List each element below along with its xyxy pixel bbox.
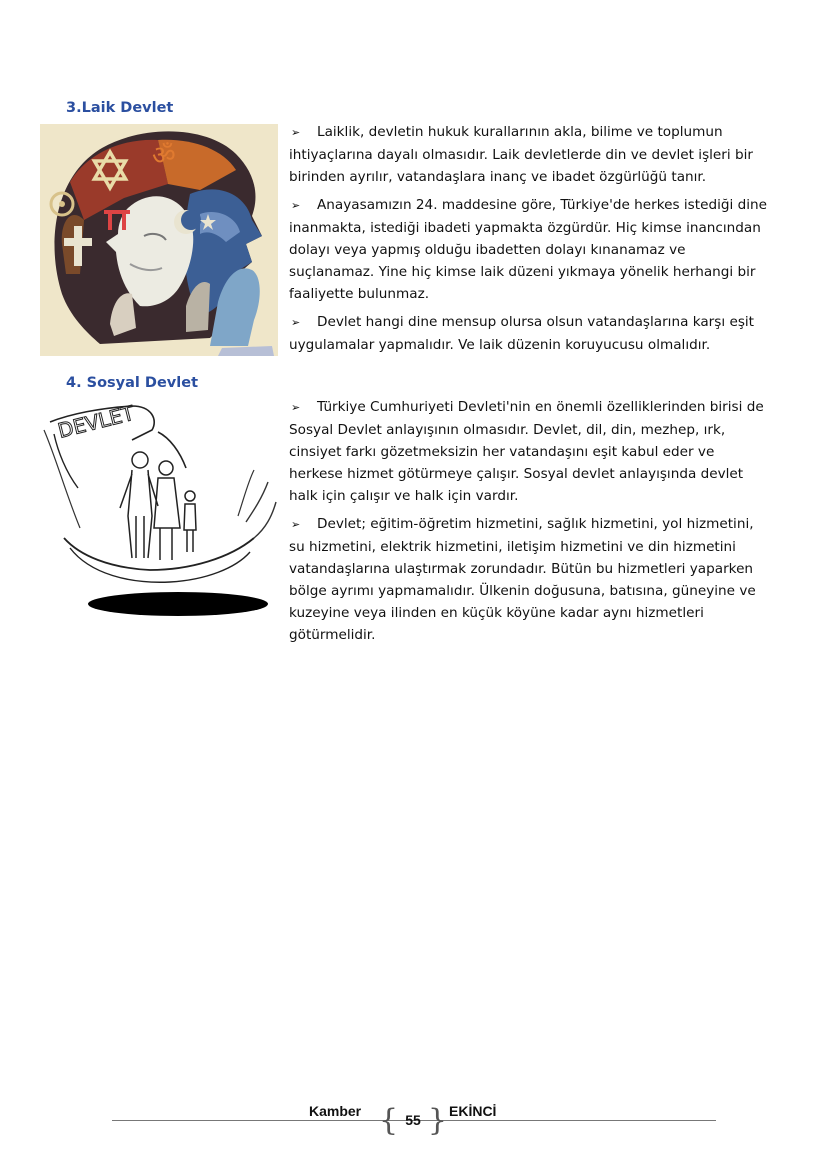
paragraph-text: Devlet; eğitim-öğretim hizmetini, sağlık hizmetini, yol hizmetini, su hizmetini, elektrik hizmetini, iletişim hizmetini ve din hizmetini vatandaşlarına ulaştırmak zorundadır. Bütün bu hizmetleri yaparken bölge ayrımı yapmamalıdır. Ülkenin doğusuna, batısına, güneyine ve kuzeyine veya ilinden en küçük köyüne kadar aynı hizmetleri götürmelidir.: [289, 516, 756, 643]
religious-faces-image: [40, 124, 278, 356]
paragraph: [289, 311, 767, 356]
paragraph-text: Devlet hangi dine mensup olursa olsun vatandaşlarına karşı eşit uygulamalar yapmalıdır. Ve laik düzenin koruyucusu olmalıdır.: [289, 314, 755, 353]
section-heading-sosyal-devlet: 4. Sosyal Devlet: [66, 375, 198, 391]
laik-devlet-text: [289, 121, 767, 362]
hands-holding-family-image: [40, 398, 280, 620]
section-heading-laik-devlet: 3.Laik Devlet: [66, 100, 174, 116]
right-brace-icon: }: [427, 1103, 447, 1138]
page-number: 55: [405, 1112, 421, 1128]
left-brace-icon: {: [379, 1103, 399, 1138]
svg-text:ॐ: ॐ: [152, 141, 176, 171]
social-state-illustration: [40, 398, 280, 620]
footer-author-first: Kamber: [309, 1103, 362, 1119]
bullet-arrow-icon: ➢: [291, 401, 301, 414]
devlet-image-text: DEVLET: [55, 400, 137, 443]
bullet-arrow-icon: ➢: [291, 316, 301, 329]
sosyal-devlet-text: [289, 396, 767, 652]
paragraph: [289, 396, 767, 507]
paragraph: [289, 121, 767, 188]
paragraph-text: Laiklik, devletin hukuk kurallarının akla, bilime ve toplumun ihtiyaçlarına dayalı olmasıdır. Laik devletlerde din ve devlet işleri bir birinden ayrılır, vatandaşlara inanç ve ibadet özgürlüğü tanır.: [289, 124, 753, 185]
paragraph: [289, 194, 767, 305]
paragraph-text: Anayasamızın 24. maddesine göre, Türkiye'de herkes istediği dine inanmakta, istediği ibadeti yapmakta özgürdür. Hiç kimse inancından dolayı veya yapmış olduğu ibadetten dolayı kınanamaz ve suçlanamaz. Yine hiç kimse laik düzeni yıkmaya yönelik herhangi bir faaliyette bulunmaz.: [289, 197, 767, 302]
bullet-arrow-icon: ➢: [291, 199, 301, 212]
bullet-arrow-icon: ➢: [291, 518, 301, 531]
bullet-arrow-icon: ➢: [291, 126, 301, 139]
footer-author-last: EKİNCİ: [449, 1103, 497, 1119]
page-number-box: [379, 1104, 447, 1140]
religions-illustration: [40, 124, 278, 356]
paragraph: [289, 513, 767, 646]
paragraph-text: Türkiye Cumhuriyeti Devleti'nin en önemli özelliklerinden birisi de Sosyal Devlet anlayışının olmasıdır. Devlet, dil, din, mezhep, ırk, cinsiyet farkı gözetmeksizin her vatandaşını eşit kabul eder ve herkese hizmet götürmeye çalışır. Sosyal devlet anlayışında devlet halk için çalışır ve halk için vardır.: [289, 399, 764, 504]
